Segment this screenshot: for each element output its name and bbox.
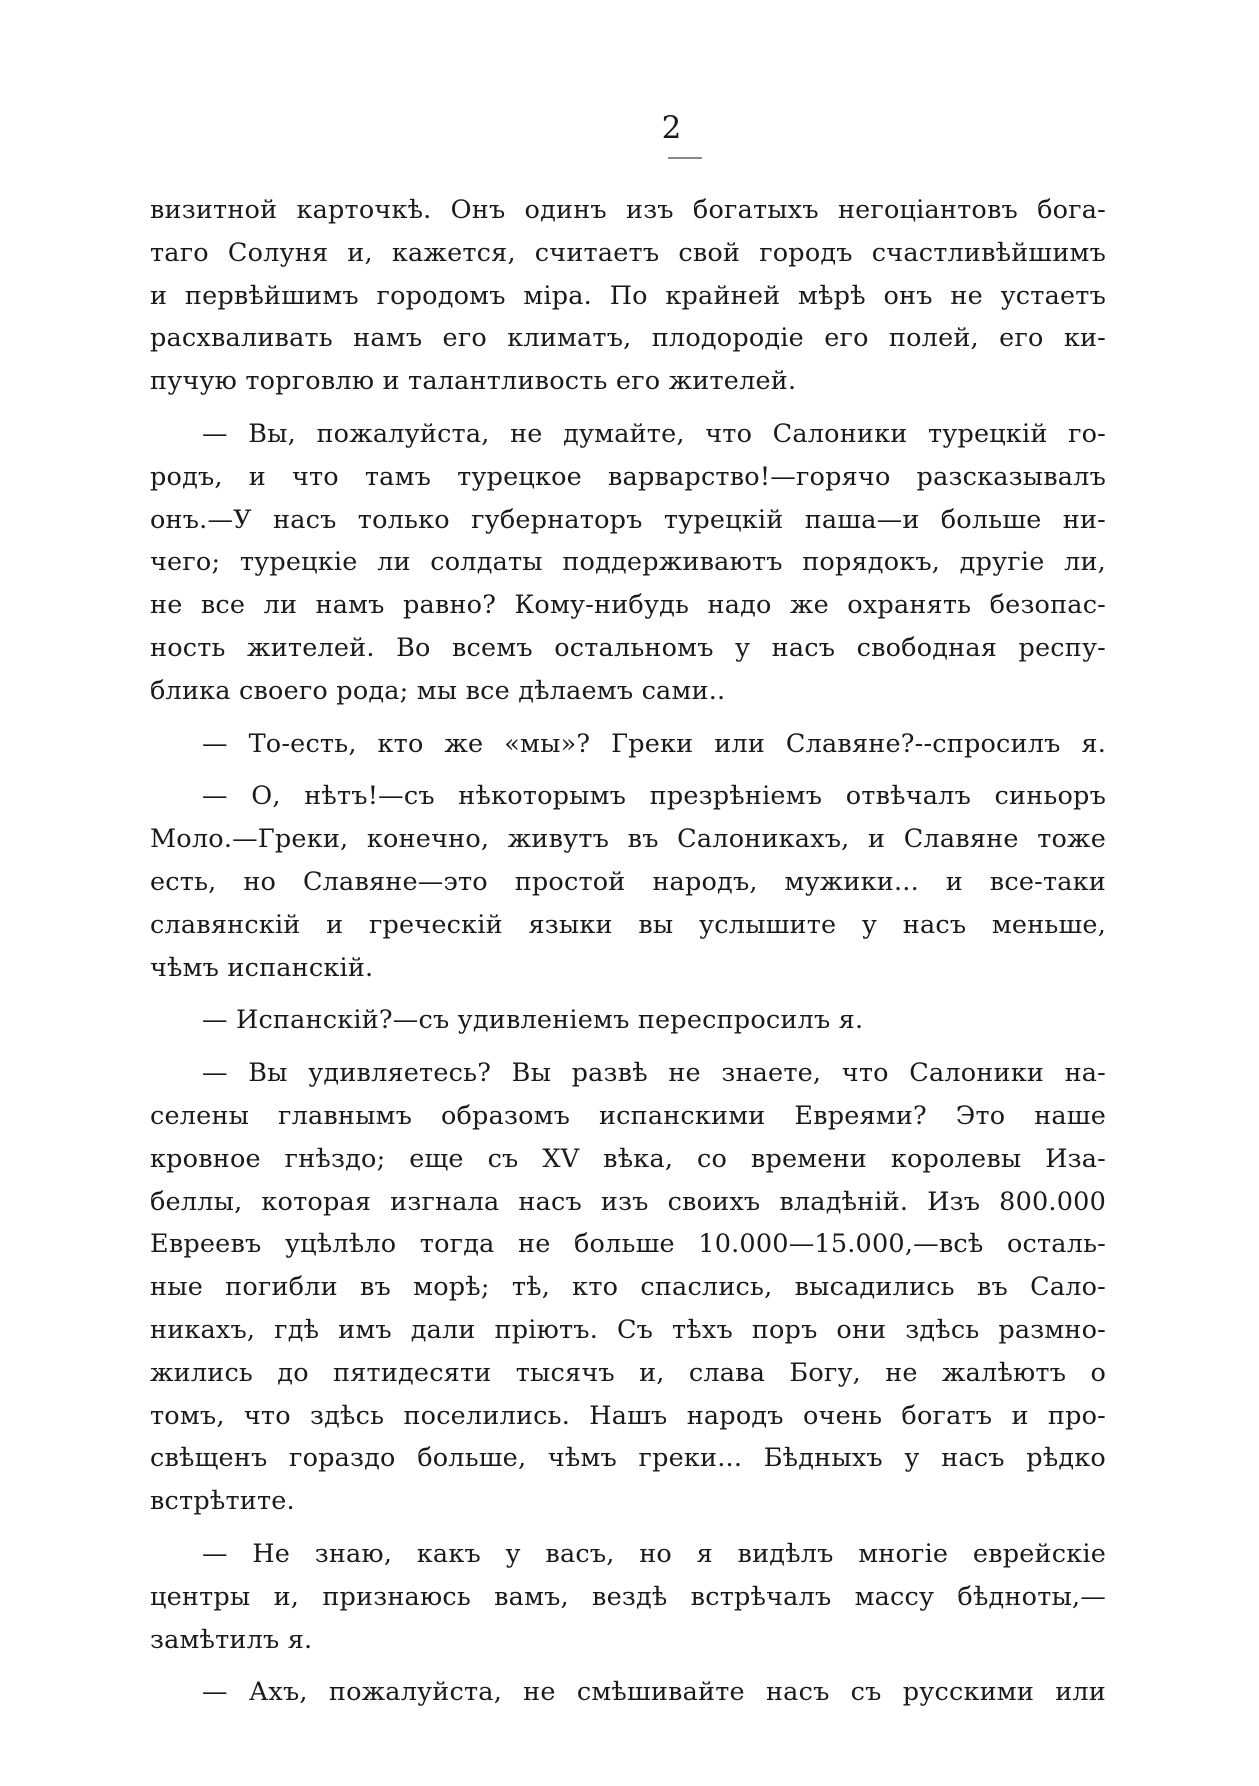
- text-line: беллы, которая изгнала насъ изъ своихъ владѣній. Изъ 800.000: [150, 1186, 1106, 1217]
- paragraph: [150, 723, 1106, 766]
- text-line: — Не знаю, какъ у васъ, но я видѣлъ многіе еврейскіе: [202, 1538, 1106, 1569]
- text-line: чего; турецкіе ли солдаты поддерживаютъ порядокъ, другіе ли,: [150, 547, 1106, 578]
- text-line: ность жителей. Во всемъ остальномъ у насъ свободная респу-: [150, 632, 1106, 663]
- text-line: и первѣйшимъ городомъ міра. По крайней мѣрѣ онъ не устаетъ: [150, 280, 1106, 311]
- text-line: жились до пятидесяти тысячъ и, слава Богу, не жалѣютъ о: [150, 1357, 1106, 1388]
- paragraph: [150, 189, 1106, 403]
- text-line: — Вы удивляетесь? Вы развѣ не знаете, что Салоники на-: [202, 1058, 1106, 1089]
- text-body: [150, 189, 1106, 1714]
- text-line: пучую торговлю и талантливость его жителей.: [150, 366, 797, 397]
- text-line: не все ли намъ равно? Кому-нибудь надо же охранять безопас-: [150, 590, 1106, 621]
- text-line: — То-есть, кто же «мы»? Греки или Славяне?--спросилъ я.: [202, 728, 1106, 759]
- text-line: — О, нѣтъ!—съ нѣкоторымъ презрѣніемъ отвѣчалъ синьоръ: [202, 781, 1106, 812]
- page-number: 2: [661, 110, 682, 146]
- paragraph: [150, 999, 1106, 1042]
- text-line: центры и, признаюсь вамъ, вездѣ встрѣчалъ массу бѣдноты,—: [150, 1581, 1106, 1612]
- text-line: — Ахъ, пожалуйста, не смѣшивайте насъ съ русскими или: [202, 1677, 1106, 1708]
- text-line: свѣщенъ гораздо больше, чѣмъ греки... Бѣдныхъ у насъ рѣдко: [150, 1443, 1106, 1474]
- text-line: Евреевъ уцѣлѣло тогда не больше 10.000—15.000,—всѣ осталь-: [150, 1229, 1106, 1260]
- text-line: блика своего рода; мы все дѣлаемъ сами..: [150, 675, 726, 706]
- text-line: кровное гнѣздо; еще съ XV вѣка, со времени королевы Иза-: [150, 1143, 1106, 1174]
- paragraph: [150, 1052, 1106, 1523]
- text-line: есть, но Славяне—это простой народъ, мужики... и все-таки: [150, 866, 1106, 897]
- text-line: — Испанскій?—съ удивленіемъ переспросилъ я.: [202, 1005, 864, 1036]
- text-line: славянскій и греческій языки вы услышите у насъ меньше,: [150, 909, 1106, 940]
- text-line: — Вы, пожалуйста, не думайте, что Салоники турецкій го-: [202, 418, 1106, 449]
- text-line: визитной карточкѣ. Онъ одинъ изъ богатыхъ негоціантовъ бога-: [150, 195, 1106, 225]
- text-line: томъ, что здѣсь поселились. Нашъ народъ очень богатъ и про-: [150, 1400, 1106, 1431]
- text-line: никахъ, гдѣ имъ дали пріютъ. Съ тѣхъ поръ они здѣсь размно-: [150, 1314, 1106, 1345]
- text-line: таго Солуня и, кажется, считаетъ свой городъ счастливѣйшимъ: [150, 237, 1106, 268]
- paragraph: [150, 1671, 1106, 1714]
- text-line: селены главнымъ образомъ испанскими Евреями? Это наше: [150, 1100, 1106, 1131]
- text-line: чѣмъ испанскій.: [150, 952, 374, 983]
- text-line: встрѣтите.: [150, 1486, 295, 1517]
- text-line: онъ.—У насъ только губернаторъ турецкій паша—и больше ни-: [150, 504, 1106, 535]
- text-line: родъ, и что тамъ турецкое варварство!—горячо разсказывалъ: [150, 461, 1106, 492]
- header-rule: [668, 157, 702, 159]
- text-line: ные погибли въ морѣ; тѣ, кто спаслись, высадились въ Сало-: [150, 1272, 1106, 1303]
- paragraph: [150, 413, 1106, 713]
- paragraph: [150, 1533, 1106, 1661]
- paragraph: [150, 775, 1106, 989]
- text-line: расхваливать намъ его климатъ, плодородіе его полей, его ки-: [150, 323, 1106, 354]
- text-line: замѣтилъ я.: [150, 1624, 313, 1655]
- text-line: Моло.—Греки, конечно, живутъ въ Салоникахъ, и Славяне тоже: [150, 824, 1106, 855]
